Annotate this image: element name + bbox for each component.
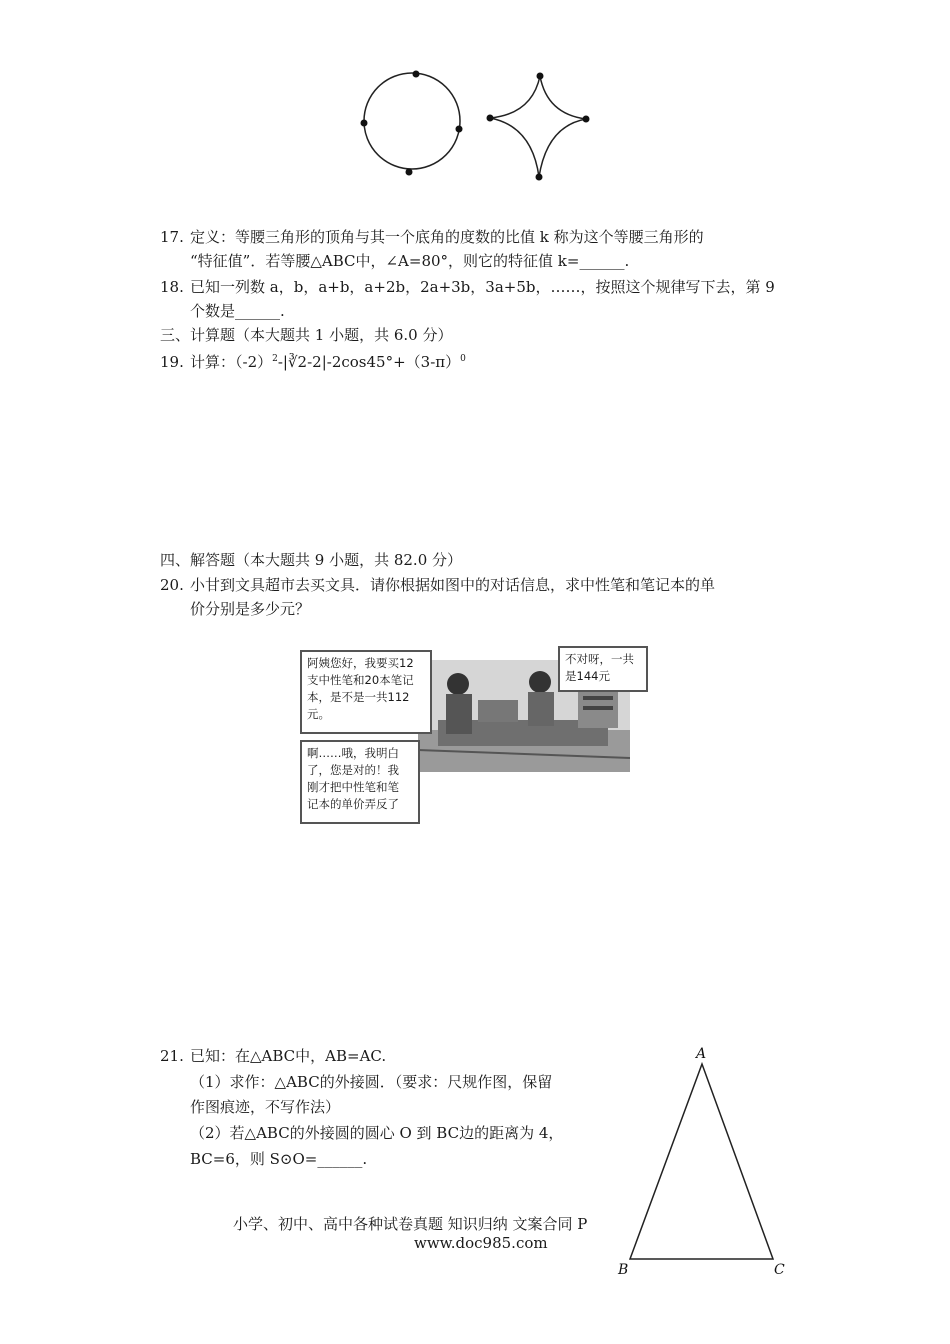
speech-bubble-customer-reply: 啊……哦，我明白 了，您是对的！我 刚才把中性笔和笔 记本的单价弄反了: [300, 740, 420, 824]
question-number: 18.: [160, 278, 184, 296]
star-point-top: [537, 73, 544, 80]
question-21-line3: 作图痕迹，不写作法）: [190, 1098, 341, 1116]
triangle-abc: [630, 1064, 773, 1259]
circle-point-right: [456, 126, 463, 133]
question-19-prefix: 计算：（-2）: [190, 353, 273, 371]
question-21-line5: BC=6，则 S⊙O=______.: [190, 1150, 368, 1168]
circle-star-figure: [350, 66, 610, 186]
vertex-label-c: C: [774, 1262, 785, 1278]
circle-point-top: [413, 71, 420, 78]
question-number: 21.: [160, 1047, 184, 1065]
vertex-label-b: B: [618, 1262, 629, 1278]
section-3-title: 三、计算题（本大题共 1 小题，共 6.0 分）: [160, 326, 453, 344]
footer-url[interactable]: www.doc985.com: [414, 1234, 548, 1252]
star-point-bottom: [536, 174, 543, 181]
section-4-title: 四、解答题（本大题共 9 小题，共 82.0 分）: [160, 551, 463, 569]
question-18-line1: 已知一列数 a，b，a+b，a+2b，2a+3b，3a+5b，……，按照这个规律写下去，第 9: [190, 278, 775, 296]
speech-bubble-clerk: 不对呀，一共 是144元: [558, 646, 648, 692]
question-21: [160, 1045, 386, 1067]
question-number: 20.: [160, 576, 184, 594]
question-20-line1: 小甘到文具超市去买文具．请你根据如图中的对话信息，求中性笔和笔记本的单: [190, 576, 716, 594]
vertex-label-a: A: [696, 1046, 707, 1062]
question-21-line4: （2）若△ABC的外接圆的圆心 O 到 BC边的距离为 4，: [190, 1124, 564, 1142]
circle-figure: [364, 73, 460, 169]
dialogue-illustration: [300, 646, 650, 826]
circle-point-bottom: [406, 169, 413, 176]
question-21-line2: （1）求作：△ABC的外接圆．（要求：尺规作图，保留: [190, 1073, 553, 1091]
question-17-line1: 定义：等腰三角形的顶角与其一个底角的度数的比值 k 称为这个等腰三角形的: [190, 228, 704, 246]
speech-bubble-customer: 阿姨您好，我要买12 支中性笔和20本笔记 本，是不是一共112 元。: [300, 650, 432, 734]
question-20: [160, 574, 715, 596]
footer-text: 小学、初中、高中各种试卷真题 知识归纳 文案合同 P: [233, 1215, 588, 1233]
star-point-left: [487, 115, 494, 122]
question-20-line2: 价分别是多少元？: [190, 600, 311, 618]
question-17-line2: “特征值”．若等腰△ABC中，∠A=80°，则它的特征值 k=______.: [190, 252, 630, 270]
triangle-abc-figure: [610, 1040, 800, 1280]
question-18: [160, 276, 775, 298]
question-17: [160, 226, 704, 248]
question-number: 17.: [160, 228, 184, 246]
circle-point-left: [361, 120, 368, 127]
star-figure: [490, 76, 586, 177]
question-number: 19.: [160, 353, 184, 371]
question-19: [160, 348, 466, 373]
exponent-2: 2: [272, 354, 278, 364]
question-18-line2: 个数是______.: [190, 302, 285, 320]
question-21-line1: 已知：在△ABC中，AB=AC.: [190, 1047, 387, 1065]
question-19-middle: -|∛2-2|-2cos45°+（3-π）: [277, 353, 461, 371]
star-point-right: [583, 116, 590, 123]
exponent-0: 0: [460, 354, 466, 364]
